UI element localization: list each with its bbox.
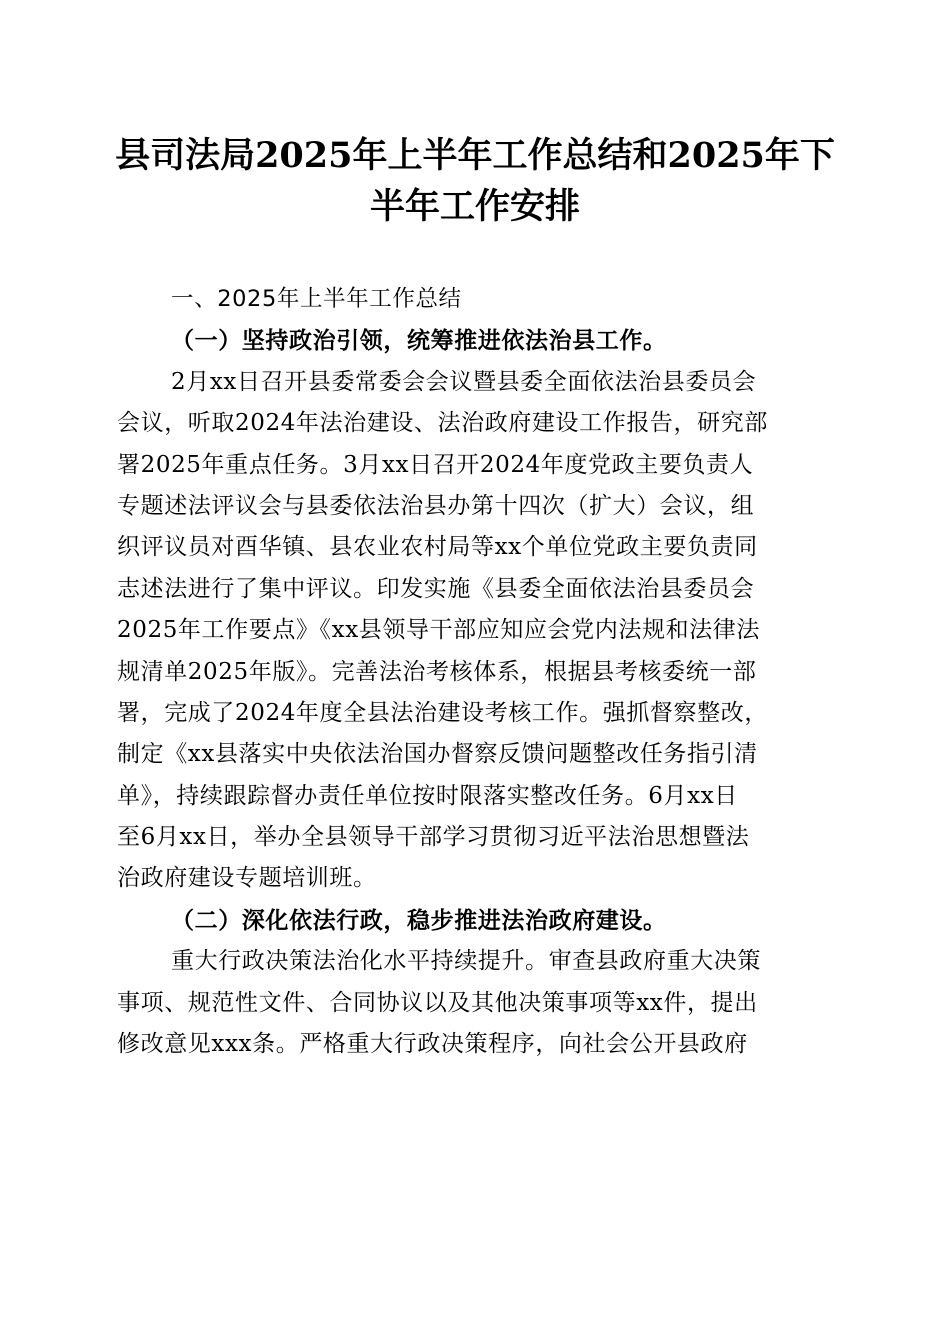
subsection-heading: （一）坚持政治引领，统筹推进依法治县工作。	[171, 327, 667, 355]
paragraph-line: 2025年工作要点》《xx县领导干部应知应会党内法规和法律法	[117, 617, 760, 644]
paragraph-line: 织评议员对酉华镇、县农业农村局等xx个单位党政主要负责同	[117, 534, 758, 561]
paragraph-line: 重大行政决策法治化水平持续提升。审查县政府重大决策	[171, 948, 761, 975]
paragraph-line: 专题述法评议会与县委依法治县办第十四次（扩大）会议，组	[117, 492, 755, 519]
document-title	[100, 130, 850, 232]
paragraph	[117, 362, 830, 900]
paragraph-line: 规清单2025年版》。完善法治考核体系，根据县考核委统一部	[117, 658, 757, 685]
section-heading: 一、2025年上半年工作总结	[171, 286, 462, 312]
title-line-1: 县司法局2025年上半年工作总结和2025年下	[115, 135, 835, 176]
paragraph-line: 治政府建设专题培训班。	[117, 865, 377, 892]
paragraph-line: 制定《xx县落实中央依法治国办督察反馈问题整改任务指引清	[117, 741, 758, 768]
document-body	[117, 279, 830, 1065]
paragraph-line: 会议，听取2024年法治建设、法治政府建设工作报告，研究部	[117, 410, 768, 437]
subsection-heading: （二）深化依法行政，稳步推进法治政府建设。	[171, 906, 667, 934]
paragraph-line: 修改意见xxx条。严格重大行政决策程序，向社会公开县政府	[117, 1031, 748, 1058]
paragraph	[117, 941, 830, 1065]
paragraph-line: 单》，持续跟踪督办责任单位按时限落实整改任务。6月xx日	[117, 782, 738, 809]
paragraph-line: 署，完成了2024年度全县法治建设考核工作。强抓督察整改，	[117, 699, 768, 726]
paragraph-line: 至6月xx日，举办全县领导干部学习贯彻习近平法治思想暨法	[117, 824, 750, 851]
paragraph-line: 署2025年重点任务。3月xx日召开2024年度党政主要负责人	[117, 451, 754, 478]
paragraph-line: 事项、规范性文件、合同协议以及其他决策事项等xx件，提出	[117, 989, 758, 1016]
paragraph-line: 2月xx日召开县委常委会会议暨县委全面依法治县委员会	[171, 368, 757, 395]
paragraph-line: 志述法进行了集中评议。印发实施《县委全面依法治县委员会	[117, 575, 755, 602]
title-line-2: 半年工作安排	[369, 186, 580, 227]
